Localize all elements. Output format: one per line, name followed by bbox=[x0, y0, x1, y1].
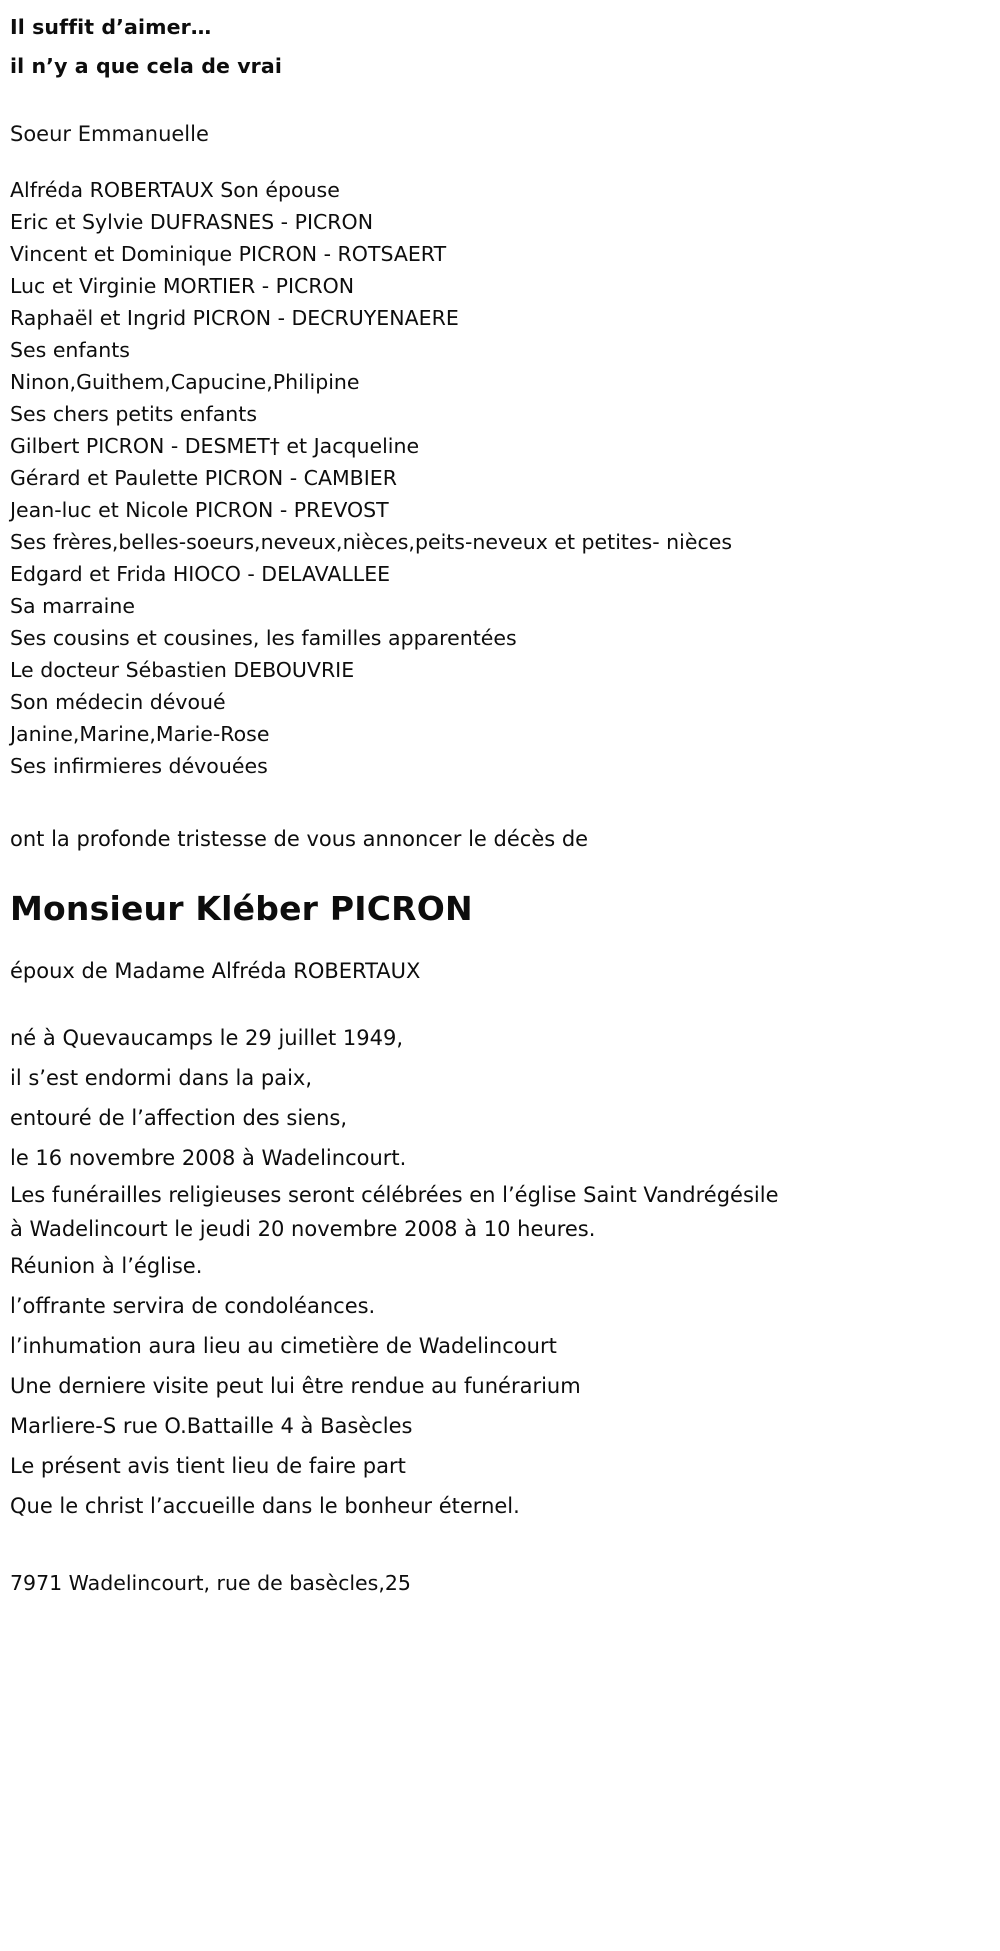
list-item: Raphaël et Ingrid PICRON - DECRUYENAERE bbox=[10, 306, 459, 330]
family-list bbox=[10, 174, 990, 782]
list-item: Le docteur Sébastien DEBOUVRIE bbox=[10, 658, 355, 682]
notice-line: l’inhumation aura lieu au cimetière de Wadelincourt bbox=[10, 1334, 557, 1358]
deceased-name: Monsieur Kléber PICRON bbox=[10, 889, 473, 928]
list-item: Ses infirmieres dévouées bbox=[10, 754, 268, 778]
list-item: Ninon,Guithem,Capucine,Philipine bbox=[10, 370, 360, 394]
funeral-line: à Wadelincourt le jeudi 20 novembre 2008 à 10 heures. bbox=[10, 1217, 596, 1241]
list-item: Ses cousins et cousines, les familles apparentées bbox=[10, 626, 517, 650]
announcement-text: ont la profonde tristesse de vous annoncer le décès de bbox=[10, 827, 589, 851]
list-item: Sa marraine bbox=[10, 594, 135, 618]
list-item: Ses enfants bbox=[10, 338, 130, 362]
detail-line: né à Quevaucamps le 29 juillet 1949, bbox=[10, 1026, 404, 1050]
list-item: Jean-luc et Nicole PICRON - PREVOST bbox=[10, 498, 389, 522]
epigraph-line-1: Il suffit d’aimer… bbox=[10, 15, 212, 39]
list-item: Vincent et Dominique PICRON - ROTSAERT bbox=[10, 242, 447, 266]
list-item: Son médecin dévoué bbox=[10, 690, 226, 714]
address-line: 7971 Wadelincourt, rue de basècles,25 bbox=[10, 1571, 411, 1595]
list-item: Ses frères,belles-soeurs,neveux,nièces,peits-neveux et petites- nièces bbox=[10, 530, 733, 554]
list-item: Gérard et Paulette PICRON - CAMBIER bbox=[10, 466, 397, 490]
notices bbox=[10, 1246, 990, 1526]
list-item: Alfréda ROBERTAUX Son épouse bbox=[10, 178, 340, 202]
notice-line: Une derniere visite peut lui être rendue au funérarium bbox=[10, 1374, 581, 1398]
funeral-details bbox=[10, 1178, 990, 1246]
list-item: Edgard et Frida HIOCO - DELAVALLEE bbox=[10, 562, 391, 586]
list-item: Gilbert PICRON - DESMET† et Jacqueline bbox=[10, 434, 420, 458]
list-item: Janine,Marine,Marie-Rose bbox=[10, 722, 270, 746]
spacer bbox=[10, 988, 990, 1018]
spacer bbox=[10, 782, 990, 822]
spacer bbox=[10, 932, 990, 954]
notice-line: Le présent avis tient lieu de faire part bbox=[10, 1454, 406, 1478]
death-details bbox=[10, 1018, 990, 1178]
list-item: Ses chers petits enfants bbox=[10, 402, 258, 426]
detail-line: entouré de l’affection des siens, bbox=[10, 1106, 348, 1130]
detail-line: il s’est endormi dans la paix, bbox=[10, 1066, 313, 1090]
epigraph bbox=[10, 8, 990, 86]
epigraph-attribution: Soeur Emmanuelle bbox=[10, 122, 209, 146]
list-item: Luc et Virginie MORTIER - PICRON bbox=[10, 274, 355, 298]
spacer bbox=[10, 1526, 990, 1566]
funeral-line: Les funérailles religieuses seront célébrées en l’église Saint Vandrégésile bbox=[10, 1183, 779, 1207]
spouse-line: époux de Madame Alfréda ROBERTAUX bbox=[10, 959, 421, 983]
spacer bbox=[10, 856, 990, 886]
epigraph-line-2: il n’y a que cela de vrai bbox=[10, 54, 282, 78]
notice-line: Marliere-S rue O.Battaille 4 à Basècles bbox=[10, 1414, 413, 1438]
notice-line: l’offrante servira de condoléances. bbox=[10, 1294, 376, 1318]
list-item: Eric et Sylvie DUFRASNES - PICRON bbox=[10, 210, 374, 234]
spacer bbox=[10, 152, 990, 174]
detail-line: le 16 novembre 2008 à Wadelincourt. bbox=[10, 1146, 407, 1170]
spacer bbox=[10, 86, 990, 116]
notice-line: Que le christ l’accueille dans le bonheur éternel. bbox=[10, 1494, 520, 1518]
notice-line: Réunion à l’église. bbox=[10, 1254, 203, 1278]
